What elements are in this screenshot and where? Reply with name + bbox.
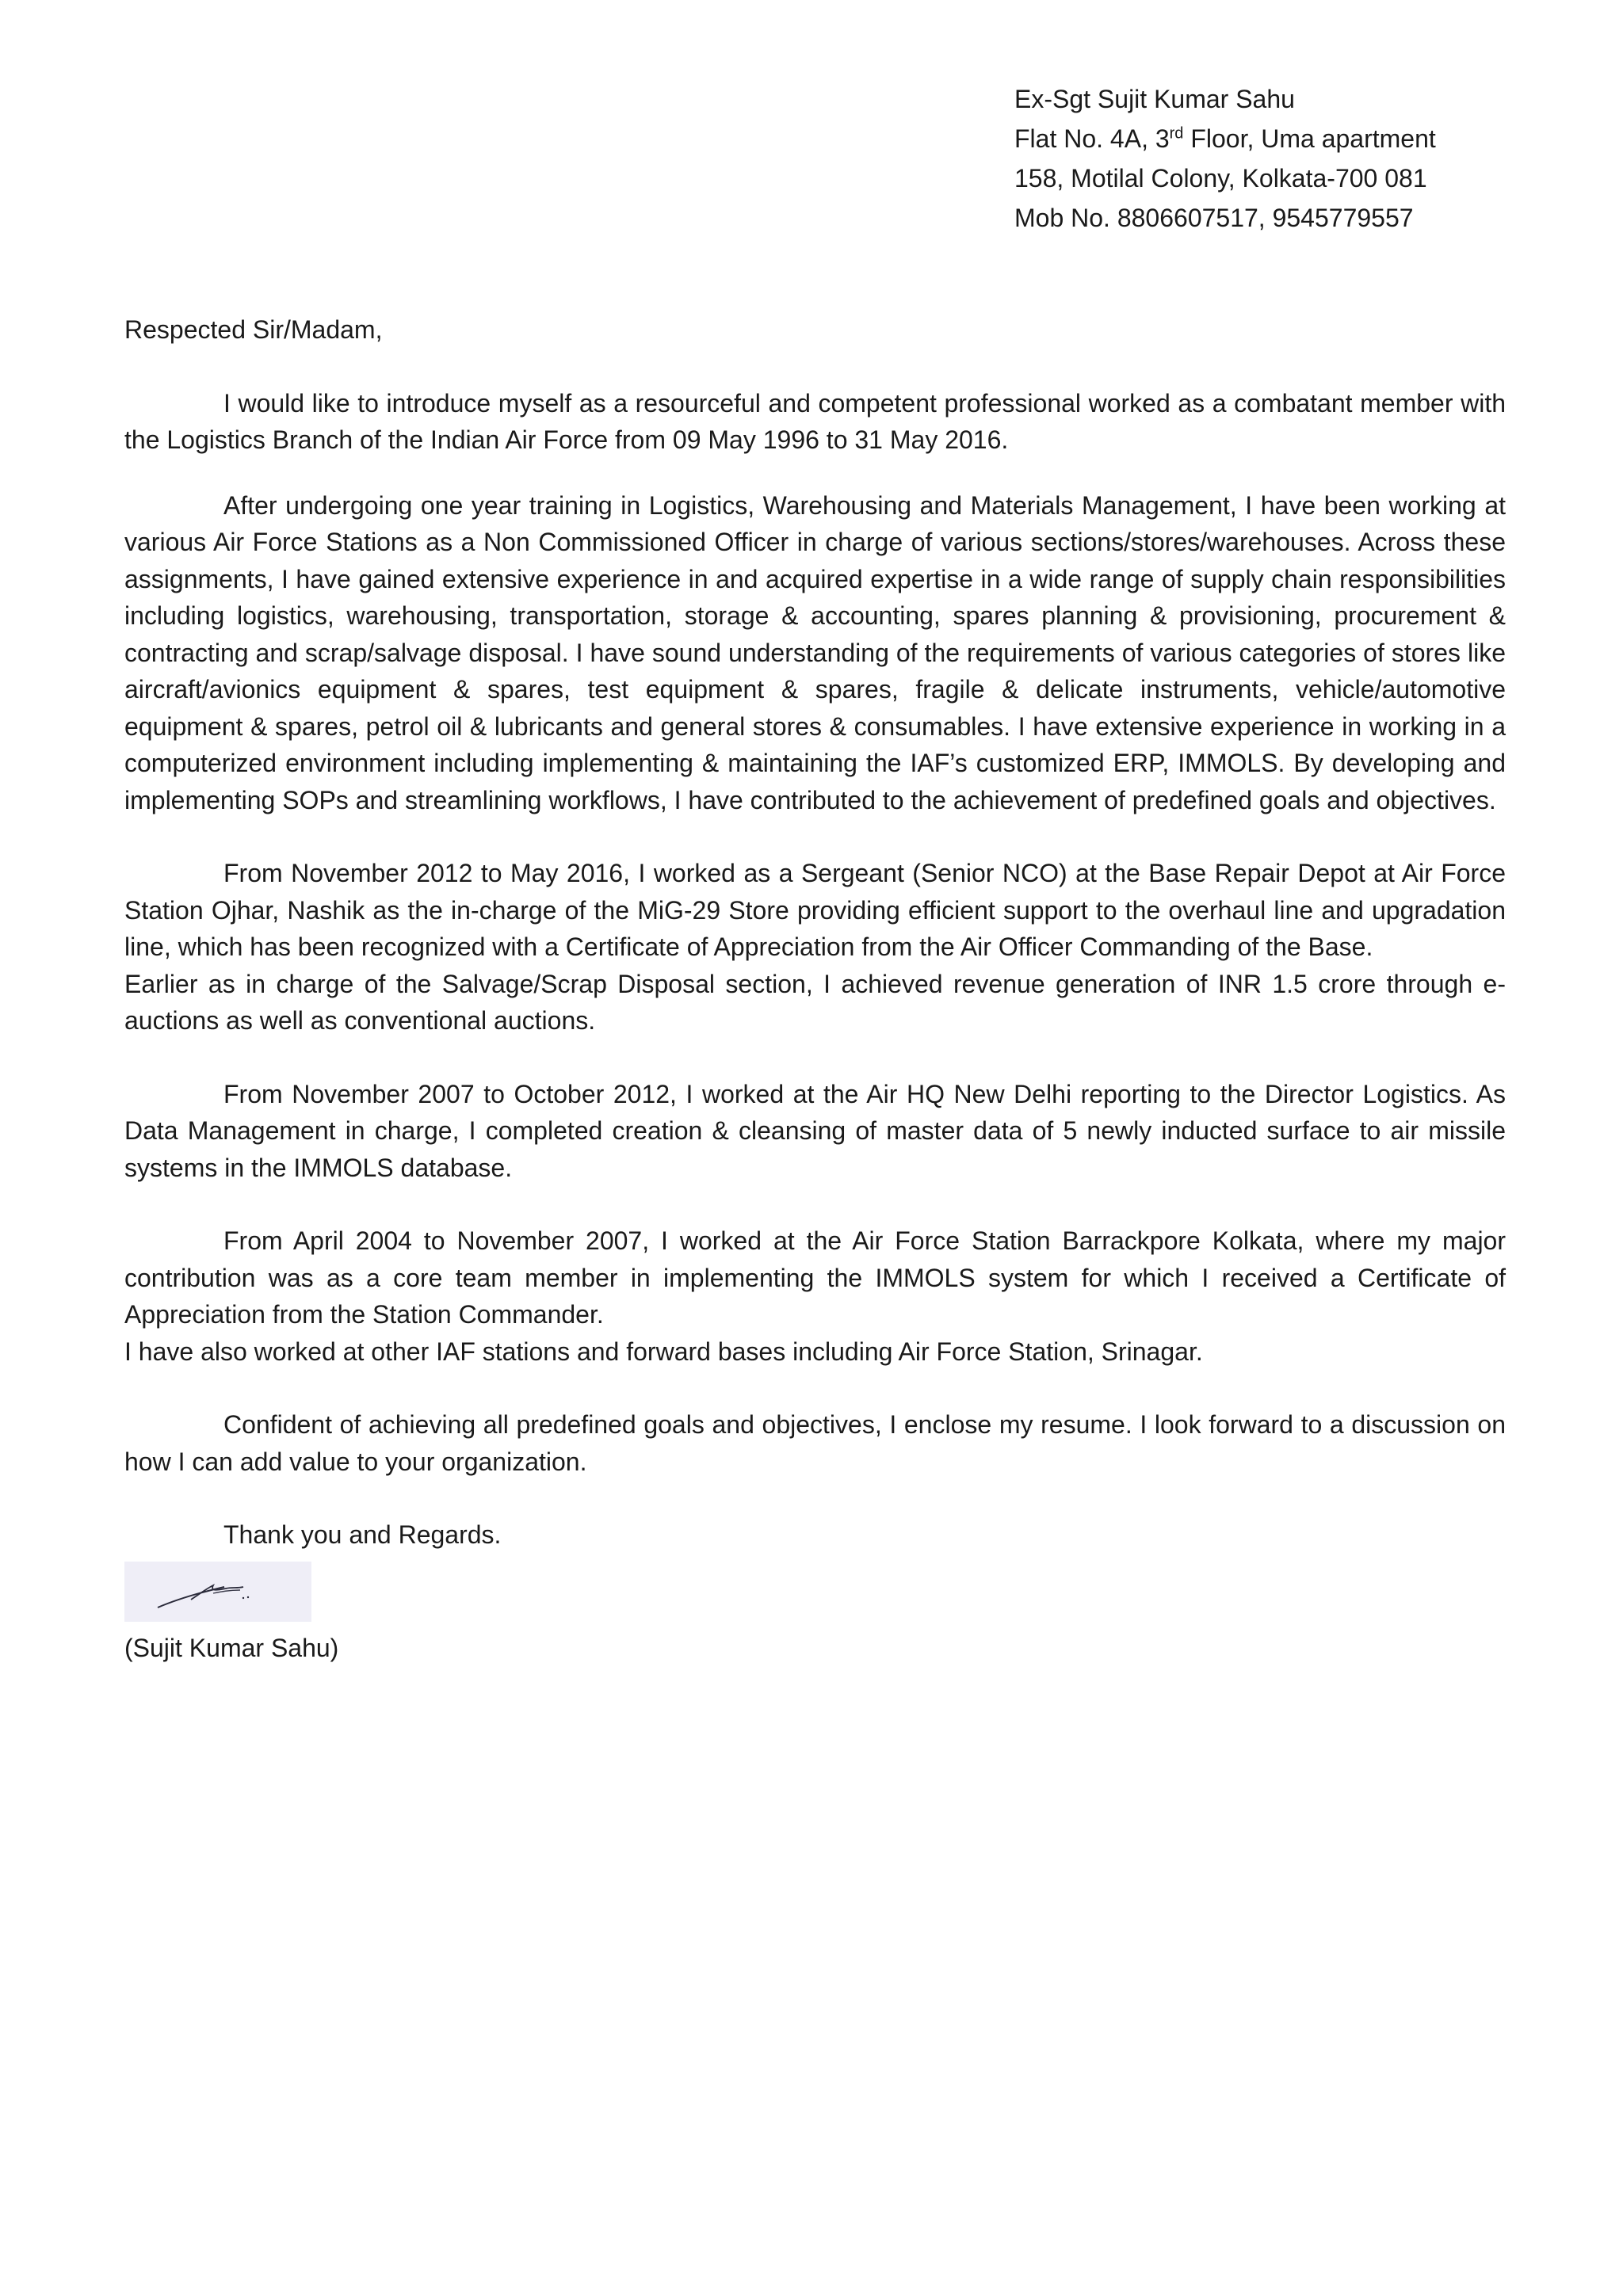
signature-scribble xyxy=(124,1562,311,1622)
letter-body xyxy=(124,311,1506,1666)
regards-line: Thank you and Regards. xyxy=(223,1520,502,1549)
salutation: Respected Sir/Madam, xyxy=(124,315,383,344)
paragraph-barrackpore: From April 2004 to November 2007, I worked at the Air Force Station Barrackpore Kolkata, where my major contribution was as a core team member in implementing the IMMOLS system for which I received a Certificate of Appreciation from the Station Commander. xyxy=(124,1226,1506,1329)
signer-name: (Sujit Kumar Sahu) xyxy=(124,1633,339,1662)
paragraph-experience: After undergoing one year training in Logistics, Warehousing and Materials Management, I have been working at various Air Force Stations as a Non Commissioned Officer in charge of various sections/stores/warehouses. Across these assignments, I have gained extensive experience in and acquired expertise in a wide range of supply chain responsibilities including logistics, warehousing, transportation, storage & accounting, spares planning & provisioning, procurement & contracting and scrap/salvage disposal. I have sound understanding of the requirements of various categories of stores like aircraft/avionics equipment & spares, test equipment & spares, fragile & delicate instruments, vehicle/automotive equipment & spares, petrol oil & lubricants and general stores & consumables. I have extensive experience in working in a computerized environment including implementing & maintaining the IAF’s customized ERP, IMMOLS. By developing and implementing SOPs and streamlining workflows, I have contributed to the achievement of predefined goals and objectives. xyxy=(124,490,1506,814)
ordinal-superscript: rd xyxy=(1169,124,1184,143)
address-flat: Flat No. 4A, 3 xyxy=(1014,124,1170,153)
paragraph-closing: Confident of achieving all predefined goals and objectives, I enclose my resume. I look forward to a discussion on how I can add value to your organization. xyxy=(124,1410,1506,1476)
sender-mobile: Mob No. 8806607517, 9545779557 xyxy=(1014,204,1414,232)
sender-address-line-2: 158, Motilal Colony, Kolkata-700 081 xyxy=(1014,164,1427,193)
sender-name: Ex-Sgt Sujit Kumar Sahu xyxy=(1014,85,1295,113)
paragraph-other-stations: I have also worked at other IAF stations and forward bases including Air Force Station, Srinagar. xyxy=(124,1337,1203,1366)
address-floor: Floor, Uma apartment xyxy=(1183,124,1436,153)
paragraph-intro: I would like to introduce myself as a resourceful and competent professional worked as a combatant member with the Logistics Branch of the Indian Air Force from 09 May 1996 to 31 May 2016. xyxy=(124,388,1506,454)
paragraph-ojhar: From November 2012 to May 2016, I worked as a Sergeant (Senior NCO) at the Base Repair Depot at Air Force Station Ojhar, Nashik as the in-charge of the MiG-29 Store providing efficient support to the overhaul line and upgradation line, which has been recognized with a Certificate of Appreciation from the Air Officer Commanding of the Base. xyxy=(124,859,1506,961)
sender-address-line-1 xyxy=(1014,119,1569,158)
sender-address-block xyxy=(1014,79,1569,238)
signature-image xyxy=(124,1562,311,1622)
paragraph-salvage: Earlier as in charge of the Salvage/Scrap Disposal section, I achieved revenue generation of INR 1.5 crore through e-auctions as well as conventional auctions. xyxy=(124,969,1506,1035)
paragraph-air-hq: From November 2007 to October 2012, I worked at the Air HQ New Delhi reporting to the Director Logistics. As Data Management in charge, I completed creation & cleansing of master data of 5 newly inducted surface to air missile systems in the IMMOLS database. xyxy=(124,1079,1506,1182)
